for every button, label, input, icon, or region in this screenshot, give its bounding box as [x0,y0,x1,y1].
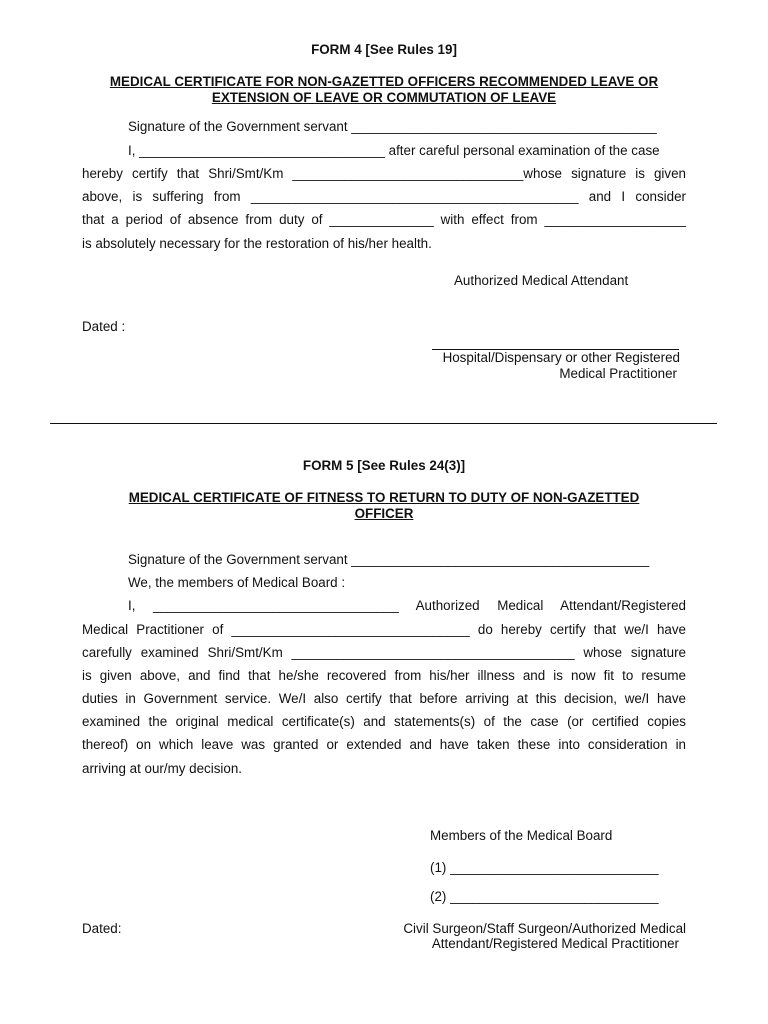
form5-member-1: (1) ____________________________ [430,860,659,875]
form5-body-line-8: examined the original medical certificate(s) and statements(s) of the case (or certified copies [82,714,686,729]
form5-body-line-10: arriving at our/my decision. [82,761,243,776]
form5-body-line-4: Medical Practitioner of ________________________________ do hereby certify that we/I have [82,622,686,637]
form4-title: FORM 4 [See Rules 19] [311,42,457,57]
form4-body-line-5: that a period of absence from duty of ______________ with effect from ___________________ [82,212,686,227]
form5-surgeon-line2: Attendant/Registered Medical Practitioner [431,936,679,951]
form4-body-line-1: Signature of the Government servant _________________________________________ [128,119,657,134]
form5-surgeon-line1: Civil Surgeon/Staff Surgeon/Authorized Medical [403,921,686,936]
form4-body-line-6: is absolutely necessary for the restoration of his/her health. [82,236,432,251]
form4-heading [60,74,708,106]
form4-body-line-4: above, is suffering from ____________________________________________ and I consider [82,189,686,204]
form5-body-line-7: duties in Government service. We/I also certify that before arriving at this decision, we/I have [82,691,686,706]
form4-authorized-attendant: Authorized Medical Attendant [454,273,629,288]
form4-hospital-line1: Hospital/Dispensary or other Registered [442,350,680,365]
form5-title: FORM 5 [See Rules 24(3)] [302,458,466,473]
form5-body-line-2: We, the members of Medical Board : [128,575,346,590]
form5-body-line-5: carefully examined Shri/Smt/Km ______________________________________ whose signature [82,645,686,660]
form5-heading [60,490,708,522]
form5-body-line-9: thereof) on which leave was granted or extended and have taken these into consideration in [82,737,686,752]
form5-heading-line1: MEDICAL CERTIFICATE OF FITNESS TO RETURN TO DUTY OF NON-GAZETTED [128,490,640,505]
form4-body-line-3: hereby certify that Shri/Smt/Km _______________________________whose signature is given [82,166,686,181]
form4-heading-line1: MEDICAL CERTIFICATE FOR NON-GAZETTED OFFICERS RECOMMENDED LEAVE OR [109,74,659,89]
form4-heading-line2: EXTENSION OF LEAVE OR COMMUTATION OF LEAVE [211,90,557,105]
form5-body-line-1: Signature of the Government servant ________________________________________ [128,552,650,567]
form5-members-label: Members of the Medical Board [430,828,613,843]
form4-dated-label: Dated : [82,319,126,334]
form4-hospital-line2: Medical Practitioner [559,366,677,381]
form5-body-line-6: is given above, and find that he/she recovered from his/her illness and is now fit to resume [82,668,686,683]
section-divider [50,423,717,424]
form5-heading-line2: OFFICER [354,506,414,521]
form5-dated-label: Dated: [82,921,122,936]
form4-body-line-2: I, _________________________________ after careful personal examination of the case [128,143,660,158]
form5-body-line-3: I, _________________________________ Authorized Medical Attendant/Registered [128,598,686,613]
form5-member-2: (2) ____________________________ [430,889,659,904]
